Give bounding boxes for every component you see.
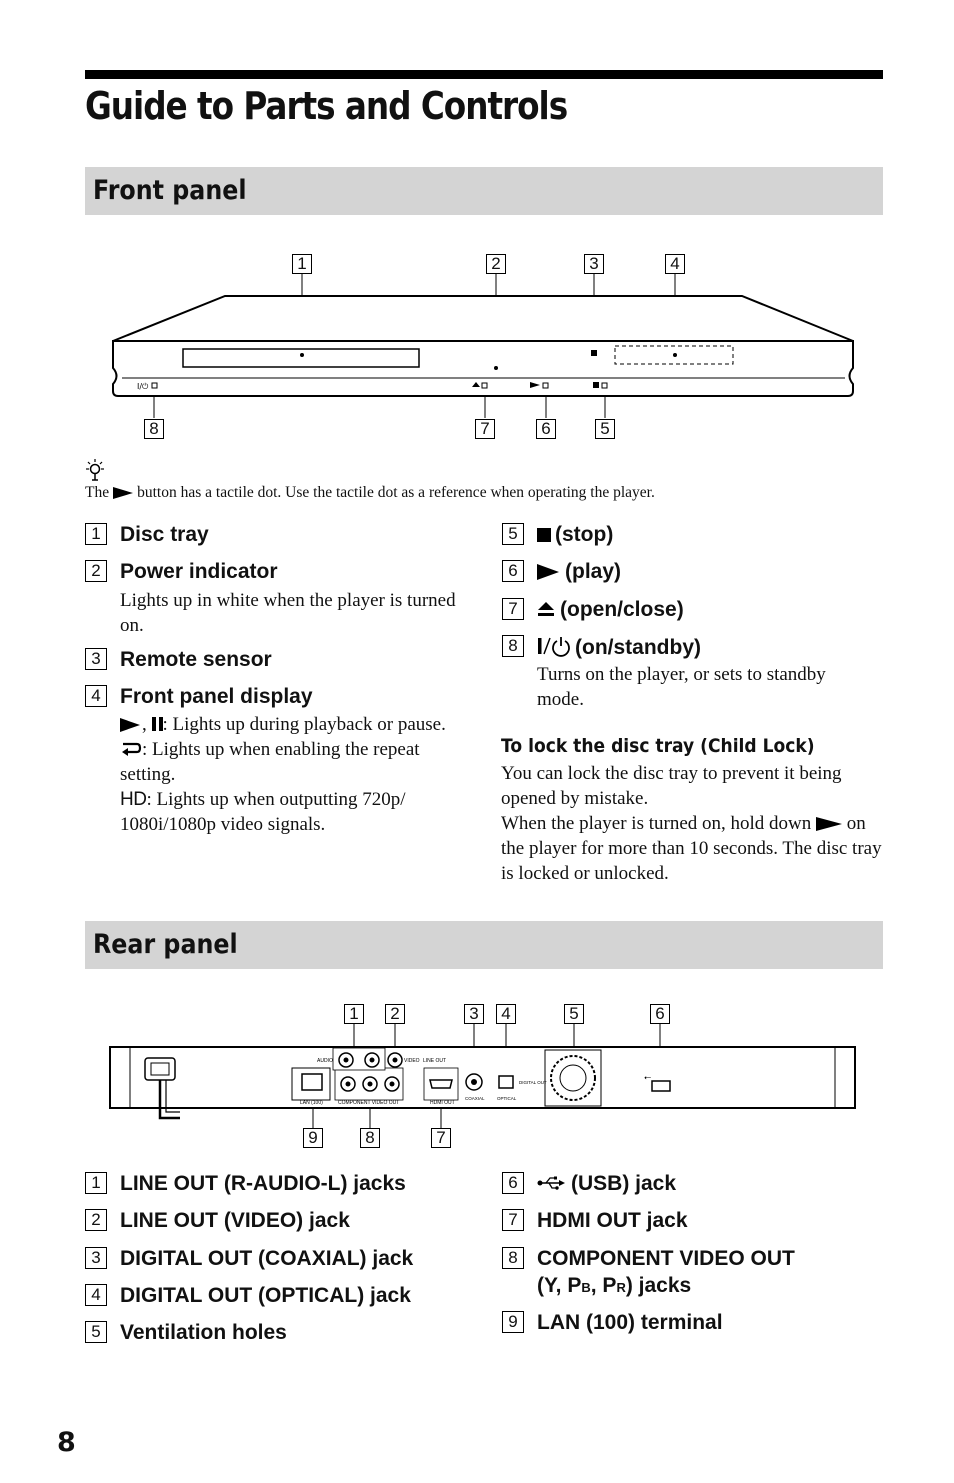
item-label-text: (on/standby) <box>575 636 701 659</box>
item-label <box>537 1172 676 1196</box>
child-lock-text2a: When the player is turned on, hold down <box>501 813 812 834</box>
item-number: 3 <box>85 1247 107 1269</box>
front-item-8-desc: Turns on the player, or sets to standby mode. <box>537 664 826 710</box>
front-callout-1: 1 <box>292 254 312 274</box>
item8-sub-r: R <box>616 1280 626 1295</box>
item-label: Power indicator <box>120 560 278 583</box>
item-label <box>537 560 621 584</box>
item-label: Ventilation holes <box>120 1321 287 1344</box>
rear-label-component: COMPONENT VIDEO OUT <box>338 1100 400 1106</box>
rear-callout-3: 3 <box>464 1004 484 1024</box>
display-desc-text3: : Lights up when outputting 720p/ 1080i/1080p video signals. <box>120 789 406 835</box>
display-desc-line2 <box>120 737 465 787</box>
power-icon <box>537 635 571 657</box>
item8-text-c: , P <box>590 1274 617 1297</box>
item-number: 4 <box>85 1284 107 1306</box>
item-label: Disc tray <box>120 523 209 546</box>
item-number: 4 <box>85 685 107 707</box>
item-number: 8 <box>502 635 524 657</box>
item8-text-e: ) jacks <box>625 1274 692 1297</box>
child-lock-text <box>501 761 886 886</box>
rear-label-digital-out: DIGITAL OUT <box>519 1080 547 1085</box>
front-panel-heading: Front panel <box>93 175 247 206</box>
eject-icon <box>537 600 555 618</box>
child-lock-text2 <box>501 811 886 886</box>
pause-icon <box>152 717 156 731</box>
item-number: 2 <box>85 1209 107 1231</box>
front-panel-heading-bar <box>85 167 883 215</box>
rear-panel-heading: Rear panel <box>93 929 238 960</box>
rear-callout-8: 8 <box>360 1128 380 1148</box>
item-number: 2 <box>85 560 107 582</box>
item-number: 1 <box>85 1172 107 1194</box>
item-label: DIGITAL OUT (COAXIAL) jack <box>120 1247 414 1270</box>
item-label: DIGITAL OUT (OPTICAL) jack <box>120 1284 411 1307</box>
play-icon <box>120 718 140 732</box>
child-lock-text1: You can lock the disc tray to prevent it being opened by mistake. <box>501 763 842 809</box>
rear-panel-illustration <box>0 1000 954 1160</box>
item-number: 6 <box>502 560 524 582</box>
stop-icon <box>537 528 551 542</box>
item-label-text: (open/close) <box>560 598 684 621</box>
repeat-icon <box>120 741 142 757</box>
item-number: 6 <box>502 1172 524 1194</box>
item-label: LINE OUT (VIDEO) jack <box>120 1209 350 1232</box>
hint-lightbulb-icon <box>85 458 105 482</box>
tip-text-after: button has a tactile dot. Use the tactile dot as a reference when operating the player. <box>137 484 655 501</box>
rear-item-8-line2 <box>537 1274 691 1300</box>
front-display-desc <box>120 712 465 837</box>
rear-callout-4: 4 <box>496 1004 516 1024</box>
display-desc-text1: : Lights up during playback or pause. <box>162 714 446 735</box>
svg-text:⭠: ⭠ <box>644 1073 652 1083</box>
rear-label-optical: OPTICAL <box>497 1096 517 1101</box>
front-callout-3: 3 <box>584 254 604 274</box>
item-label: HDMI OUT jack <box>537 1209 688 1232</box>
item-number: 8 <box>502 1247 524 1269</box>
play-icon <box>816 817 842 831</box>
play-icon <box>113 487 133 499</box>
rear-panel-heading-bar <box>85 921 883 969</box>
rear-label-hdmi: HDMI OUT <box>430 1100 455 1106</box>
tip-text-before: The <box>85 484 110 501</box>
rear-callout-6: 6 <box>650 1004 670 1024</box>
item-label: COMPONENT VIDEO OUT <box>537 1247 795 1270</box>
page-number: 8 <box>57 1427 76 1458</box>
front-panel-illustration <box>0 250 954 445</box>
item-label <box>537 635 701 660</box>
child-lock-text2b: on the player for more than 10 seconds. The disc tray is locked or unlocked. <box>501 813 882 884</box>
item-number: 5 <box>85 1321 107 1343</box>
item-label-text: (play) <box>565 560 622 583</box>
display-desc-text2: : Lights up when enabling the repeat setting. <box>120 739 420 785</box>
rear-label-lan: LAN (100) <box>300 1100 323 1106</box>
rear-callout-1: 1 <box>344 1004 364 1024</box>
tip-text <box>85 484 655 502</box>
svg-text:I/⏻: I/⏻ <box>137 382 149 391</box>
item-number: 5 <box>502 523 524 545</box>
item-label <box>537 523 613 547</box>
hd-icon: HD <box>120 789 147 810</box>
rear-callout-9: 9 <box>303 1128 323 1148</box>
front-callout-6: 6 <box>536 419 556 439</box>
item8-sub-b: B <box>581 1280 591 1295</box>
child-lock-heading: To lock the disc tray (Child Lock) <box>501 735 815 757</box>
rear-label-audio: AUDIO <box>317 1058 333 1064</box>
rear-label-video: VIDEO <box>404 1058 420 1064</box>
front-callout-4: 4 <box>665 254 685 274</box>
item-number: 7 <box>502 1209 524 1231</box>
top-rule <box>85 70 883 79</box>
display-desc-line3 <box>120 787 465 837</box>
rear-label-line-out: LINE OUT <box>423 1058 447 1064</box>
item-number: 3 <box>85 648 107 670</box>
page-title: Guide to Parts and Controls <box>85 84 568 128</box>
rear-callout-7: 7 <box>431 1128 451 1148</box>
item-number: 7 <box>502 598 524 620</box>
item-label: LAN (100) terminal <box>537 1311 723 1334</box>
item-number: 9 <box>502 1311 524 1333</box>
rear-label-coaxial: COAXIAL <box>465 1096 485 1101</box>
usb-icon <box>537 1176 565 1190</box>
item-label: LINE OUT (R-AUDIO-L) jacks <box>120 1172 406 1195</box>
item-label-text: (USB) jack <box>571 1172 677 1195</box>
play-icon <box>537 564 559 580</box>
front-callout-2: 2 <box>486 254 506 274</box>
item-label: Remote sensor <box>120 648 272 671</box>
front-callout-5: 5 <box>595 419 615 439</box>
rear-callout-5: 5 <box>564 1004 584 1024</box>
item-label <box>537 598 684 622</box>
front-callout-8: 8 <box>144 419 164 439</box>
item-label-text: (stop) <box>555 523 614 546</box>
item8-text-a: (Y, P <box>537 1274 582 1297</box>
rear-callout-2: 2 <box>385 1004 405 1024</box>
front-item-2-desc: Lights up in white when the player is turned on. <box>120 590 456 636</box>
item-label: Front panel display <box>120 685 313 708</box>
item-number: 1 <box>85 523 107 545</box>
front-callout-7: 7 <box>475 419 495 439</box>
display-desc-line1: , : Lights up during playback or pause. <box>120 712 465 737</box>
